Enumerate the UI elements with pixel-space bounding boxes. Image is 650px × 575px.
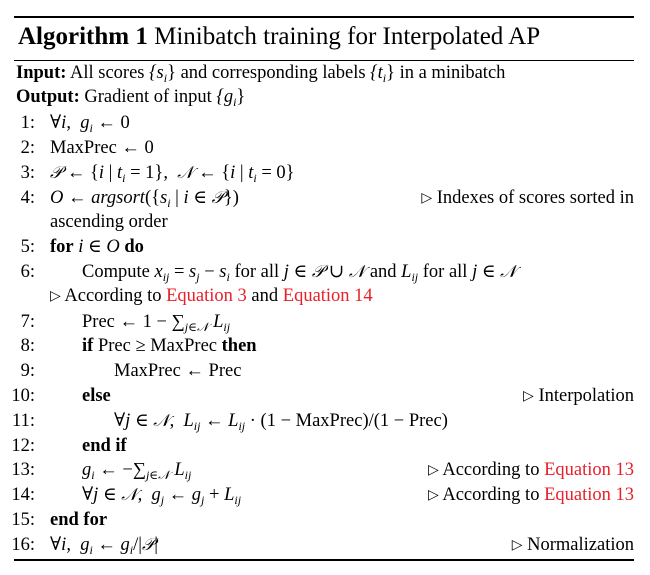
- equation-ref-link[interactable]: Equation 13: [544, 485, 634, 505]
- input-text: All scores: [70, 63, 145, 83]
- line-number: 12:: [11, 436, 35, 456]
- maxprec-var: MaxPrec: [114, 361, 181, 381]
- keyword-do: do: [124, 237, 144, 257]
- keyword-end-if: end if: [82, 436, 127, 456]
- input-set-2: {t: [370, 63, 383, 83]
- equation-ref-link[interactable]: Equation 13: [544, 460, 634, 480]
- line-number: 14:: [11, 485, 35, 505]
- line-number: 16:: [11, 535, 35, 555]
- input-text-3: in a minibatch: [399, 63, 506, 83]
- comment-line-13: ▷ According to Equation 13: [427, 460, 634, 480]
- for-all-text: for all: [422, 262, 468, 282]
- line-number: 7:: [20, 312, 35, 332]
- compute-word: Compute: [82, 262, 150, 282]
- output-text: Gradient of input: [84, 87, 212, 107]
- comment-text: According to: [442, 460, 540, 480]
- prec-var: Prec: [97, 336, 131, 356]
- keyword-else: else: [82, 386, 111, 406]
- keyword-end-for: end for: [50, 510, 108, 530]
- line-number: 6:: [20, 262, 35, 282]
- line-number: 13:: [11, 460, 35, 480]
- line-number: 3:: [20, 163, 35, 183]
- comment-text: Normalization: [527, 535, 634, 555]
- line-number: 2:: [20, 138, 35, 158]
- comment-line-14: ▷ According to Equation 13: [427, 485, 634, 505]
- bottom-rule: [14, 559, 634, 561]
- prec-var: Prec: [208, 361, 242, 381]
- line-number: 11:: [12, 411, 35, 431]
- keyword-then: then: [221, 336, 257, 356]
- comment-line-4: ▷ Indexes of scores sorted in: [421, 188, 634, 208]
- line-number: 9:: [20, 361, 35, 381]
- input-set: {s: [149, 63, 164, 83]
- output-label: Output:: [16, 87, 80, 107]
- line-number: 15:: [11, 510, 35, 530]
- comment-line-10: ▷ Interpolation: [523, 386, 634, 406]
- algorithm-name: Minibatch training for Interpolated AP: [154, 23, 541, 50]
- output-set: {g: [216, 87, 234, 107]
- line-number: 1:: [20, 113, 35, 133]
- equation-ref-link[interactable]: Equation 14: [282, 286, 373, 306]
- line-number: 8:: [20, 336, 35, 356]
- argsort-fn: argsort: [91, 188, 145, 208]
- algorithm-title: [18, 20, 540, 54]
- for-all-text: for all: [234, 262, 280, 282]
- algorithm-box: Algorithm 1 Minibatch training for Interpolated AP Input: All scores $\{s_i\}$ and corresponding labels $\{t_i\}$ in a minibatch Output: Gradient of input $\{g_i\}$ 1: ∀i, $g_i$ ← 0 2: MaxPrec ← 0 3: 𝒫 ← {i | $t_i = 1$}, 𝒩 ← {i | $t_i = 0$} 4: O ← $argsort(\{s_i$ | i ∈ 𝒫}) ▷ Indexes of scores sorted in ascending order 5: for i ∈ O do 6: Compute $x_{ij} = s_j - s_i$ for all j ∈ 𝒫 ∪ 𝒩 and $L_{ij}$ for all j ∈ 𝒩 ▷ According to Equation 3 and Equation 14 7: Prec ← $1 - \sum_{j\in 𝒩}$ $L_{ij}$ 8: if Prec ≥ MaxPrec then 9: MaxPrec ← Prec 10: else ▷ Interpolation 11: ∀j ∈ 𝒩, $L_{ij}$ ← $L_{ij} \cdot (1$ − MaxPrec)/(1 − Prec) 12: end if 13: $g_i$ ← $-\sum_{j\in 𝒩}$ $L_{ij}$ ▷ According to Equation 13 14: ∀j ∈ 𝒩, $g_j$ ← $g_j + L_{ij}$ ▷ According to Equation 13 15: end for 16: ∀i, $g_i$ ← $g_i/|𝒫|$ ▷ Normalization: [14, 16, 634, 560]
- line-number: 4:: [20, 188, 35, 208]
- line-number: 10:: [11, 386, 35, 406]
- comment-text: According to: [64, 286, 162, 306]
- top-rule: [14, 16, 634, 18]
- comment-text: Indexes of scores sorted in: [436, 188, 634, 208]
- input-text-2: and corresponding labels: [180, 63, 366, 83]
- prec-var: Prec: [408, 411, 442, 431]
- comment-text: According to: [442, 485, 540, 505]
- prec-var: Prec: [82, 312, 115, 332]
- comment-line-16: ▷ Normalization: [511, 535, 634, 555]
- comment-text: and: [251, 286, 279, 306]
- and-text: and: [369, 262, 397, 282]
- line-number: 5:: [20, 237, 35, 257]
- equation-ref-link[interactable]: Equation 3: [166, 286, 247, 306]
- comment-line-6: ▷ According to Equation 3 and Equation 14: [50, 286, 373, 306]
- input-label: Input:: [16, 63, 67, 83]
- maxprec-var: MaxPrec: [50, 138, 117, 158]
- keyword-if: if: [82, 336, 94, 356]
- algorithm-label: Algorithm 1: [18, 23, 148, 50]
- keyword-for: for: [50, 237, 74, 257]
- maxprec-var: MaxPrec: [295, 411, 363, 431]
- maxprec-var: MaxPrec: [150, 336, 218, 356]
- comment-continuation: ascending order: [50, 212, 168, 232]
- comment-text: Interpolation: [538, 386, 634, 406]
